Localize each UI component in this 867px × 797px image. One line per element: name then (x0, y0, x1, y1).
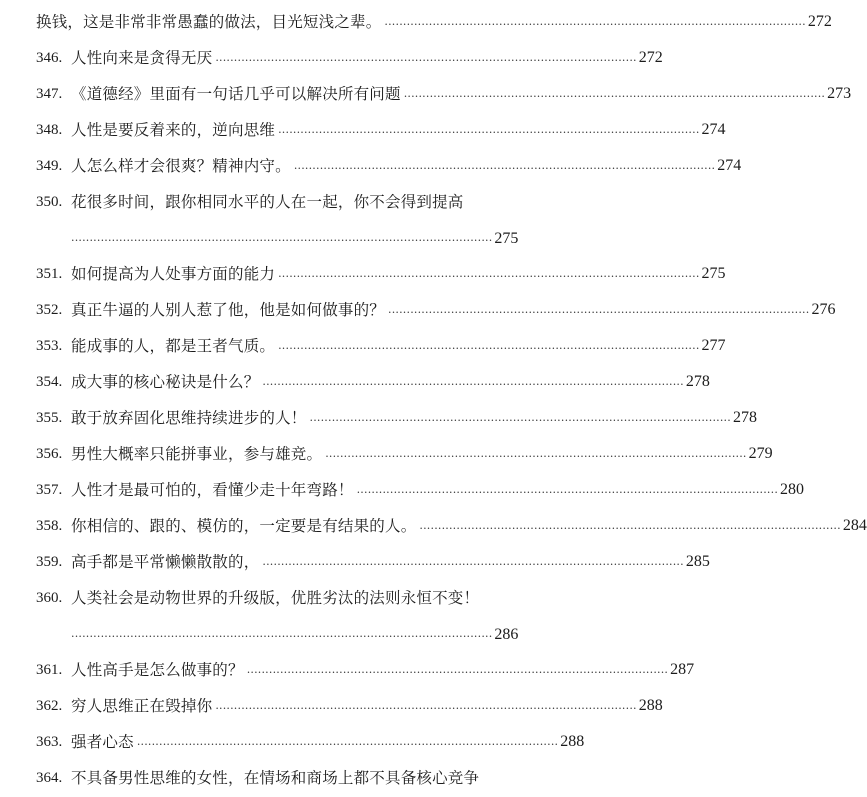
toc-entry-page: 286 (494, 626, 519, 643)
toc-entry-title: 你相信的、跟的、模仿的，一定要是有结果的人。 (71, 517, 417, 535)
toc-entry[interactable] (36, 434, 773, 464)
toc-entry-page: 275 (701, 265, 726, 282)
toc-entry-title: 强者心态 (71, 733, 134, 751)
toc-entry[interactable] (36, 398, 757, 428)
toc-entry-title: 不具备男性思维的女性，在情场和商场上都不具备核心竞争 (71, 769, 480, 787)
toc-entry-number: 363. (36, 734, 63, 750)
toc-entry-number: 352. (36, 302, 63, 318)
toc-entry-title: 敢于放弃固化思维持续进步的人！ (71, 409, 307, 427)
leader-dots: .................................................................................................................. (71, 231, 493, 244)
toc-entry-page: 288 (638, 697, 663, 714)
toc-entry[interactable] (36, 146, 742, 176)
toc-entry[interactable] (36, 542, 710, 572)
toc-entry[interactable] (36, 74, 852, 104)
toc-entry[interactable] (36, 110, 726, 140)
toc-entry-number: 346. (36, 50, 63, 66)
toc-entry[interactable] (36, 722, 585, 752)
leader-dots: .................................................................................................................. (262, 375, 684, 388)
toc-entry[interactable] (36, 326, 726, 356)
toc-entry-number: 362. (36, 698, 63, 714)
leader-dots: .................................................................................................................. (262, 555, 684, 568)
toc-entry[interactable] (36, 686, 663, 716)
toc-entry[interactable] (36, 290, 836, 320)
toc-entry-continuation[interactable] (71, 614, 519, 644)
leader-dots: .................................................................................................................. (388, 303, 810, 316)
toc-entry-title: 换钱，这是非常非常愚蠢的做法，目光短浅之辈。 (36, 13, 382, 31)
leader-dots: .................................................................................................................. (419, 519, 841, 532)
leader-dots: .................................................................................................................. (293, 159, 716, 172)
leader-dots: .................................................................................................................. (325, 447, 747, 460)
toc-entry-number: 348. (36, 122, 63, 138)
toc-entry-title: 人性高手是怎么做事的？ (71, 661, 244, 679)
leader-dots: .................................................................................................................. (309, 411, 731, 424)
toc-entry[interactable] (36, 362, 710, 392)
leader-dots: .................................................................................................................. (215, 51, 637, 64)
toc-entry-title: 《道德经》里面有一句话几乎可以解决所有问题 (71, 85, 401, 103)
toc-entry[interactable] (36, 506, 867, 536)
toc-entry-title: 花很多时间，跟你相同水平的人在一起，你不会得到提高 (71, 193, 464, 211)
toc-entry-number: 351. (36, 266, 63, 282)
toc-entry[interactable] (36, 650, 695, 680)
toc-entry-number: 350. (36, 194, 63, 210)
toc-entry[interactable] (36, 182, 512, 212)
toc-entry-number: 356. (36, 446, 63, 462)
toc-entry[interactable] (36, 578, 512, 608)
toc-entry-title: 如何提高为人处事方面的能力 (71, 265, 276, 283)
leader-dots: .................................................................................................................. (136, 735, 559, 748)
toc-entry-continuation[interactable] (71, 218, 519, 248)
toc-entry-page: 276 (811, 301, 836, 318)
toc-entry-page: 280 (780, 481, 805, 498)
toc-entry-number: 353. (36, 338, 63, 354)
toc-entry-page: 288 (560, 733, 585, 750)
leader-dots: .................................................................................................................. (403, 87, 826, 100)
toc-entry-number: 354. (36, 374, 63, 390)
toc-entry[interactable] (36, 38, 663, 68)
leader-dots: .................................................................................................................. (215, 699, 637, 712)
toc-entry-page: 278 (685, 373, 710, 390)
toc-entry-number: 359. (36, 554, 63, 570)
toc-entry-page: 275 (494, 230, 519, 247)
toc-entry[interactable] (36, 470, 805, 500)
toc-entry-page: 287 (670, 661, 695, 678)
toc-entry-title: 人性向来是贪得无厌 (71, 49, 213, 67)
toc-entry-title: 能成事的人，都是王者气质。 (71, 337, 276, 355)
leader-dots: .................................................................................................................. (384, 15, 806, 28)
toc-entry-page: 273 (827, 85, 852, 102)
toc-entry-title: 真正牛逼的人别人惹了他，他是如何做事的？ (71, 301, 386, 319)
toc-entry-page: 272 (638, 49, 663, 66)
toc-entry[interactable] (36, 254, 726, 284)
toc-entry-title: 人类社会是动物世界的升级版，优胜劣汰的法则永恒不变！ (71, 589, 480, 607)
leader-dots: .................................................................................................................. (356, 483, 779, 496)
toc-entry-page: 284 (842, 517, 867, 534)
leader-dots: .................................................................................................................. (246, 663, 669, 676)
toc-entry-title: 人性才是最可怕的，看懂少走十年弯路！ (71, 481, 354, 499)
toc-entry-number: 347. (36, 86, 63, 102)
toc-entry-title: 穷人思维正在毁掉你 (71, 697, 213, 715)
toc-entry-page: 285 (685, 553, 710, 570)
toc-entry-page: 278 (732, 409, 757, 426)
toc-entry-title: 成大事的核心秘诀是什么？ (71, 373, 260, 391)
toc-entry-title: 人性是要反着来的，逆向思维 (71, 121, 276, 139)
toc-entry[interactable] (36, 758, 512, 788)
toc-entry-title: 男性大概率只能拼事业，参与雄竞。 (71, 445, 323, 463)
toc-entry-page: 274 (717, 157, 742, 174)
toc-entry-number: 364. (36, 770, 63, 786)
toc-entry-title: 高手都是平常懒懒散散的， (71, 553, 260, 571)
leader-dots: .................................................................................................................. (278, 339, 700, 352)
leader-dots: .................................................................................................................. (278, 123, 700, 136)
toc-entry-number: 357. (36, 482, 63, 498)
toc-entry-number: 349. (36, 158, 63, 174)
leader-dots: .................................................................................................................. (278, 267, 700, 280)
toc-entry-page: 272 (807, 13, 832, 30)
toc-entry-number: 358. (36, 518, 63, 534)
toc-entry-number: 360. (36, 590, 63, 606)
toc-entry-title: 人怎么样才会很爽？精神内守。 (71, 157, 291, 175)
toc-entry-number: 361. (36, 662, 63, 678)
toc-entry-page: 274 (701, 121, 726, 138)
toc-entry-page: 279 (748, 445, 773, 462)
leader-dots: .................................................................................................................. (71, 627, 493, 640)
toc-entry-page: 277 (701, 337, 726, 354)
toc-entry-number: 355. (36, 410, 63, 426)
toc-entry[interactable] (36, 2, 832, 32)
